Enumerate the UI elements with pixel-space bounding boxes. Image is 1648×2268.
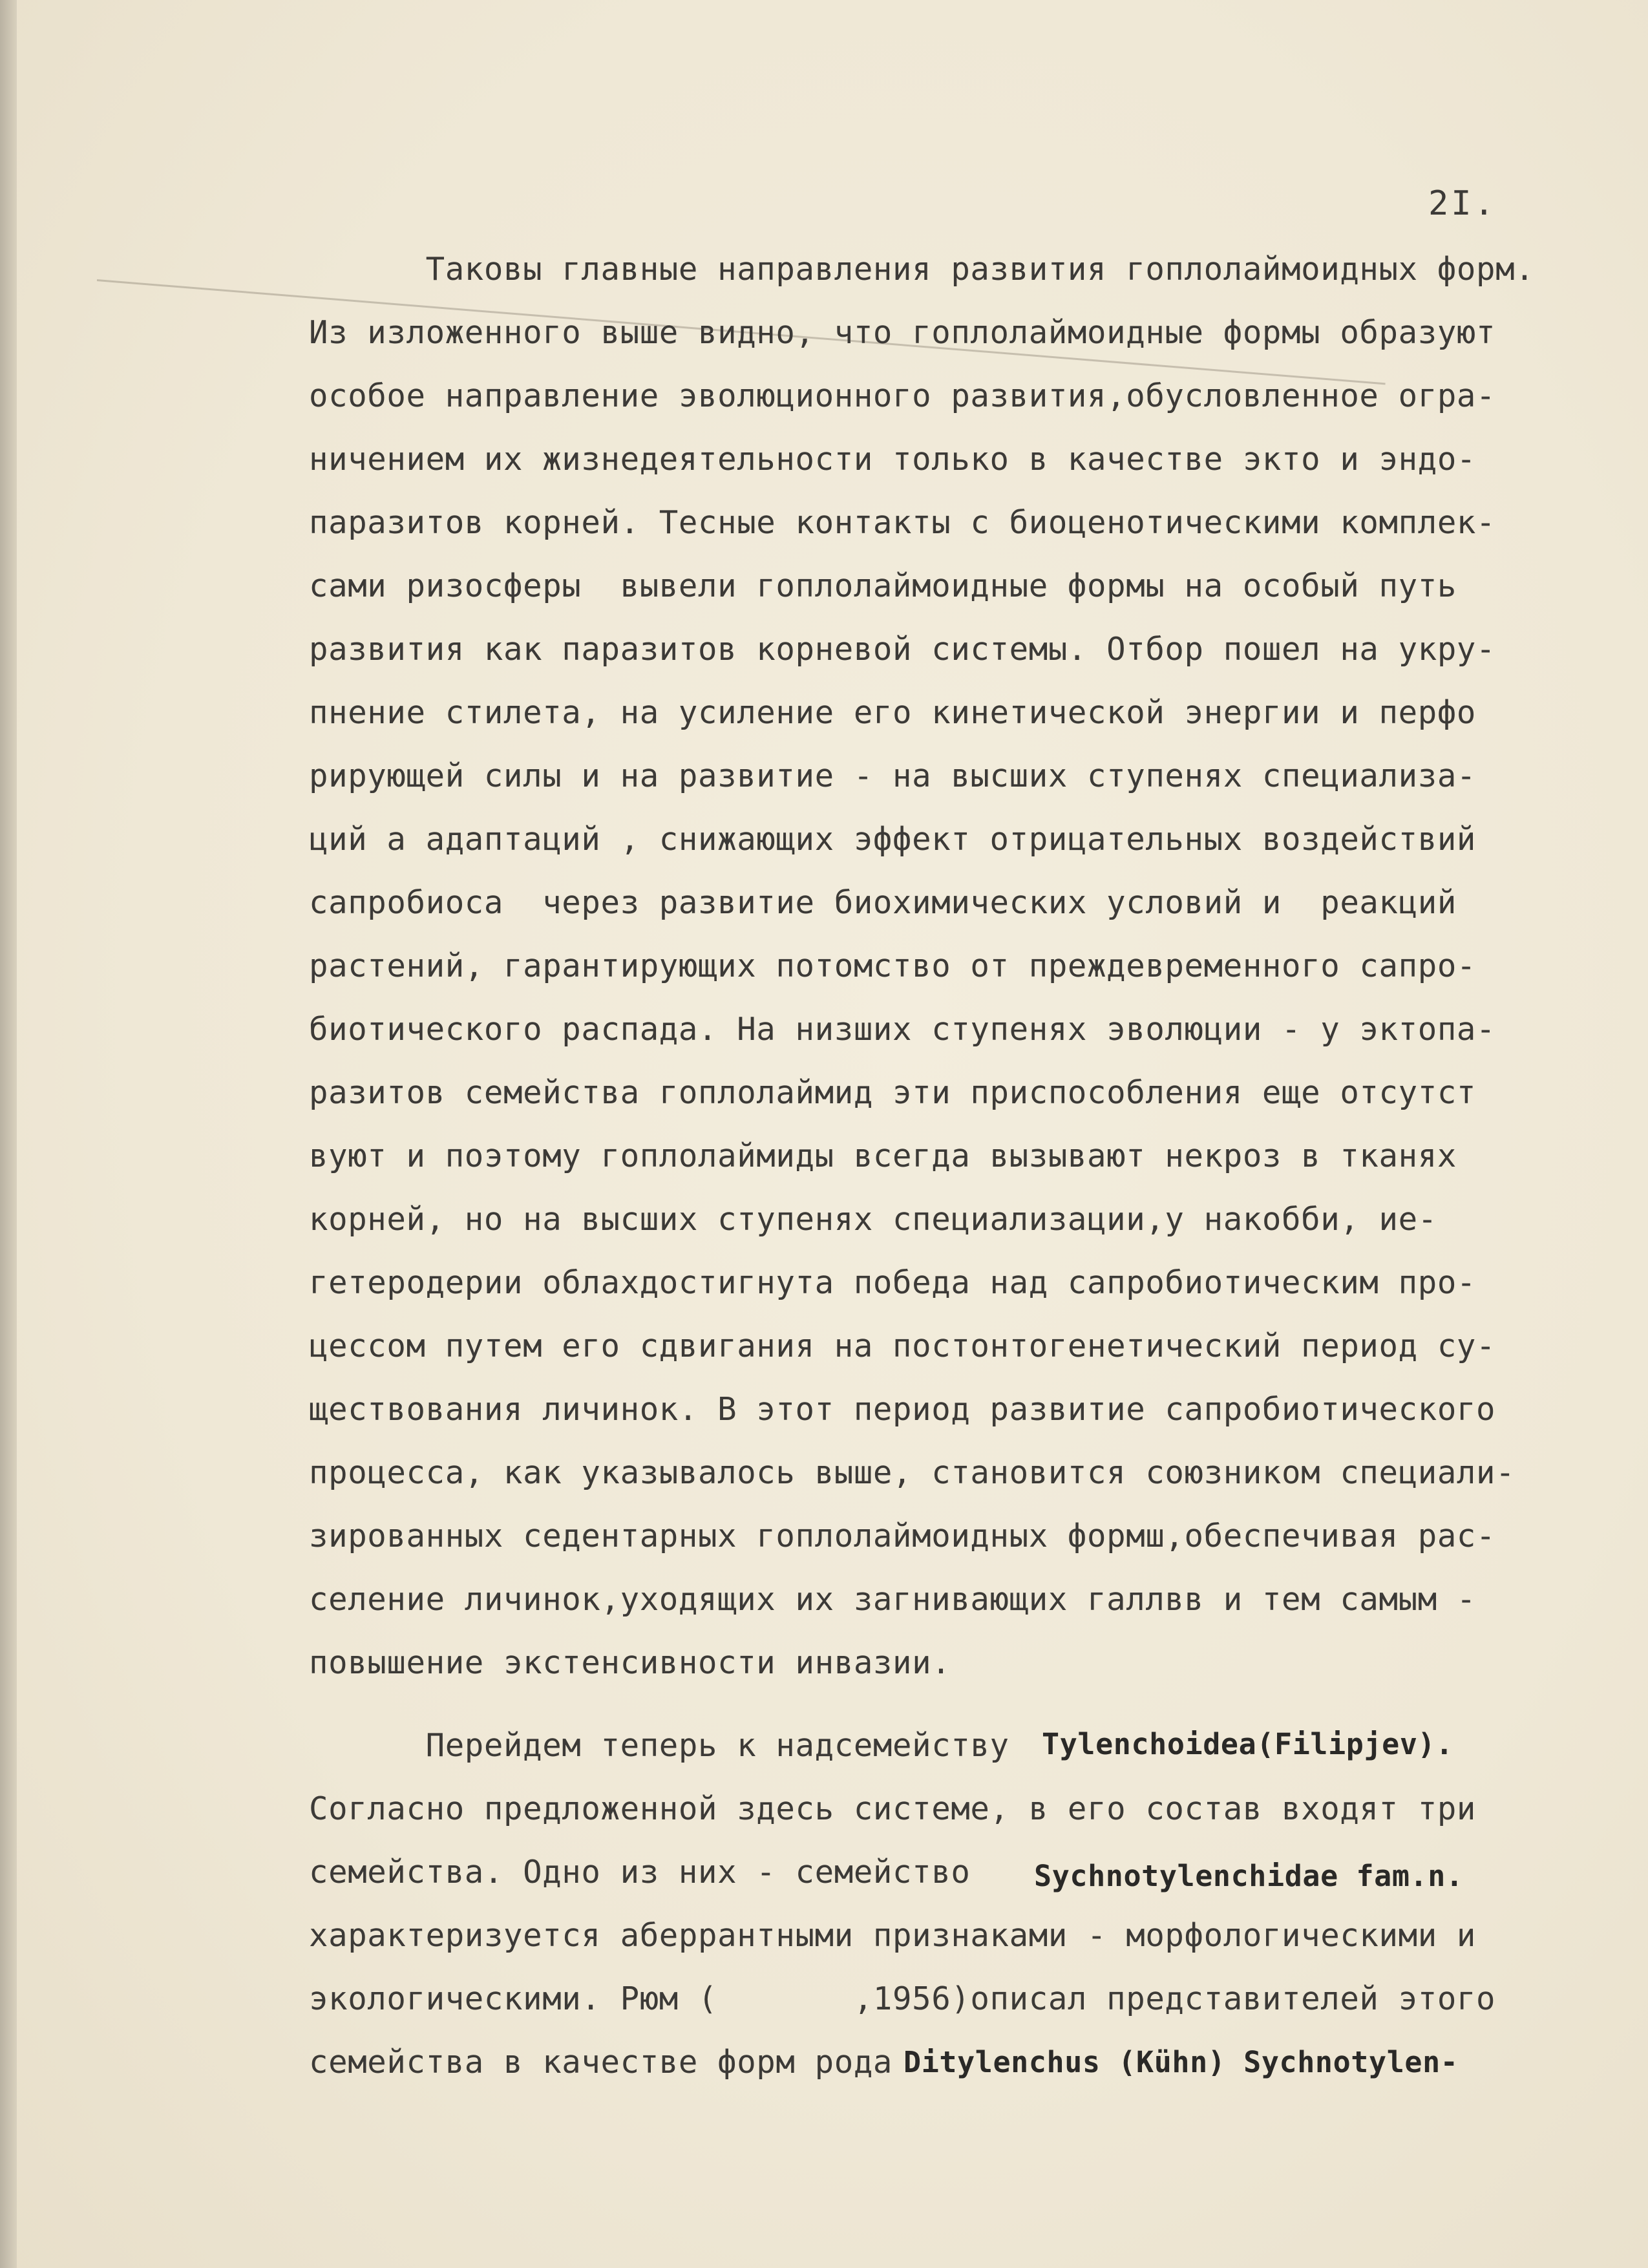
latin-name-sychnotylenchidae: Sychnotylenchidae fam.n. [1034,1859,1464,1893]
text-line-20: процесса, как указывалось выше, становится союзником специали- [309,1454,1516,1491]
text-line-10: ций а адаптаций , снижающих эффект отрицательных воздействий [309,821,1477,858]
text-line-22: селение личинок,уходящих их загнивающих галлвв и тем самым - [309,1581,1477,1618]
text-line-29: семейства в качестве форм рода [309,2044,893,2081]
text-line-13: биотического распада. На низших ступенях эволюции - у эктопа- [309,1011,1496,1048]
text-line-27: характеризуется аберрантными признаками - морфологическими и [309,1917,1477,1954]
text-line-24: Перейдем теперь к надсемейству [309,1727,1009,1764]
page-number: 2I. [1428,184,1497,223]
text-line-1: Таковы главные направления развития гоплолаймоидных форм. [309,251,1535,288]
latin-name-tylenchoidea: Tylenchoidea(Filipjev). [1042,1727,1453,1761]
text-line-25: Согласно предложенной здесь системе, в его состав входят три [309,1790,1477,1827]
text-line-4: ничением их жизнедеятельности только в качестве экто и эндо- [309,441,1477,478]
text-line-23: повышение экстенсивности инвазии. [309,1644,951,1681]
text-line-9: рирующей силы и на развитие - на высших ступенях специализа- [309,758,1477,794]
text-line-7: развития как паразитов корневой системы. Отбор пошел на укру- [309,631,1496,668]
latin-name-ditylenchus: Ditylenchus (Kühn) Sychnotylen- [903,2045,1459,2079]
text-line-16: корней, но на высших ступенях специализации,у накобби, ие- [309,1201,1437,1238]
text-line-8: пнение стилета, на усиление его кинетической энергии и перфо [309,694,1477,731]
text-line-11: сапробиоса через развитие биохимических условий и реакций [309,884,1457,921]
text-line-28: экологическими. Рюм ( ,1956)описал представителей этого [309,1980,1496,2017]
text-line-3: особое направление эволюционного развития,обусловленное огра- [309,377,1496,414]
paper-edge-shadow [0,0,17,2268]
text-line-15: вуют и поэтому гоплолаймиды всегда вызывают некроз в тканях [309,1138,1457,1174]
text-line-21: зированных седентарных гоплолаймоидных формш,обеспечивая рас- [309,1518,1496,1554]
text-line-18: цессом путем его сдвигания на постонтогенетический период су- [309,1328,1496,1364]
text-line-19: ществования личинок. В этот период развитие сапробиотического [309,1391,1496,1428]
text-line-14: разитов семейства гоплолаймид эти приспособления еще отсутст [309,1074,1477,1111]
text-line-17: гетеродерии облахдостигнута победа над сапробиотическим про- [309,1264,1477,1301]
text-line-12: растений, гарантирующих потомство от преждевременного сапро- [309,948,1477,984]
text-line-26: семейства. Одно из них - семейство [309,1854,971,1891]
text-line-5: паразитов корней. Тесные контакты с биоценотическими комплек- [309,504,1496,541]
text-line-2: Из изложенного выше видно, что гоплолаймоидные формы образуют [309,314,1496,351]
text-line-6: сами ризосферы вывели гоплолаймоидные формы на особый путь [309,567,1457,604]
